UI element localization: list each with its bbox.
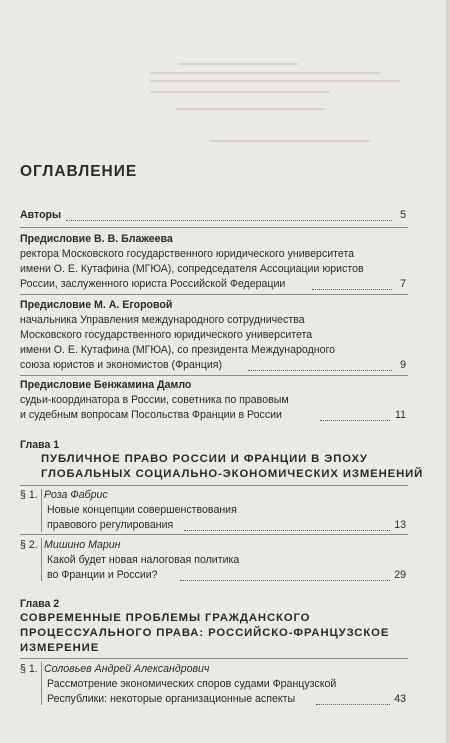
separator-line <box>20 294 408 295</box>
chapter-1-title-line: ГЛОБАЛЬНЫХ СОЦИАЛЬНО-ЭКОНОМИЧЕСКИХ ИЗМЕНЕНИЙ <box>41 468 424 480</box>
section-line: во Франции и России? <box>47 569 158 581</box>
chapter-1-title-line: ПУБЛИЧНОЕ ПРАВО РОССИИ И ФРАНЦИИ В ЭПОХУ <box>41 453 368 465</box>
page-number: 43 <box>394 693 406 705</box>
chapter-2-title-line: СОВРЕМЕННЫЕ ПРОБЛЕМЫ ГРАЖДАНСКОГО <box>20 612 311 624</box>
section-line: Республики: некоторые организационные аспекты <box>47 693 296 705</box>
section-line: Рассмотрение экономических споров судами Французской <box>47 678 337 690</box>
ghost-line <box>150 91 330 93</box>
page-number: 11 <box>395 409 406 421</box>
chapter-2-title-line: ИЗМЕРЕНИЕ <box>20 642 100 654</box>
ghost-line <box>150 72 380 74</box>
separator-line <box>20 534 408 535</box>
page-number: 9 <box>400 359 406 371</box>
entry-line: судьи-координатора в России, советника по правовым <box>20 394 289 406</box>
toc-heading: ОГЛАВЛЕНИЕ <box>20 163 138 180</box>
section-line: Новые концепции совершенствования <box>47 504 237 516</box>
entry-line: Московского государственного юридического университета <box>20 329 313 341</box>
section-author: Роза Фабрис <box>44 489 108 501</box>
page-number: 29 <box>394 569 406 581</box>
ghost-line <box>175 108 325 110</box>
entry-line: ректора Московского государственного юридического университета <box>20 248 355 260</box>
ghost-line <box>178 63 298 65</box>
entry-line: России, заслуженного юриста Российской Федерации <box>20 278 286 290</box>
entry-preface-blazheev-title: Предисловие В. В. Блажеева <box>20 233 173 245</box>
section-number: § 1. <box>20 489 38 501</box>
section-author: Мишино Марин <box>44 539 121 551</box>
separator-line <box>20 375 408 376</box>
entry-preface-egorova-title: Предисловие М. А. Егоровой <box>20 299 173 311</box>
chapter-1-label: Глава 1 <box>20 439 60 451</box>
ghost-line <box>150 80 400 82</box>
page-number: 5 <box>400 209 406 221</box>
page-edge <box>446 0 450 743</box>
section-line: правового регулирования <box>47 519 174 531</box>
section-line: Какой будет новая налоговая политика <box>47 554 240 566</box>
entry-line: союза юристов и экономистов (Франция) <box>20 359 223 371</box>
section-bar <box>41 662 42 705</box>
dot-leader <box>248 370 392 371</box>
bleed-through-area <box>0 0 450 150</box>
ghost-line <box>210 140 370 142</box>
chapter-2-title-line: ПРОЦЕССУАЛЬНОГО ПРАВА: РОССИЙСКО-ФРАНЦУЗСКОЕ <box>20 627 390 639</box>
entry-line: имени О. Е. Кутафина (МГЮА), сопредседателя Ассоциации юристов <box>20 263 364 275</box>
entry-line: и судебным вопросам Посольства Франции в России <box>20 409 282 421</box>
dot-leader <box>66 220 392 221</box>
entry-preface-damlo-title: Предисловие Бенжамина Дамло <box>20 379 192 391</box>
separator-line <box>20 227 408 228</box>
entry-line: имени О. Е. Кутафина (МГЮА), со президента Международного <box>20 344 336 356</box>
section-bar <box>41 489 42 532</box>
entry-authors-title: Авторы <box>20 209 62 221</box>
page-number: 7 <box>400 278 406 290</box>
section-number: § 2. <box>20 539 38 551</box>
separator-line <box>20 485 408 486</box>
separator-line <box>20 658 408 659</box>
dot-leader <box>180 580 390 581</box>
section-number: § 1. <box>20 663 38 675</box>
page-number: 13 <box>394 519 406 531</box>
section-bar <box>41 538 42 581</box>
entry-line: начальника Управления международного сотрудничества <box>20 314 305 326</box>
dot-leader <box>184 530 390 531</box>
section-author: Соловьев Андрей Александрович <box>44 663 210 675</box>
chapter-2-label: Глава 2 <box>20 598 60 610</box>
